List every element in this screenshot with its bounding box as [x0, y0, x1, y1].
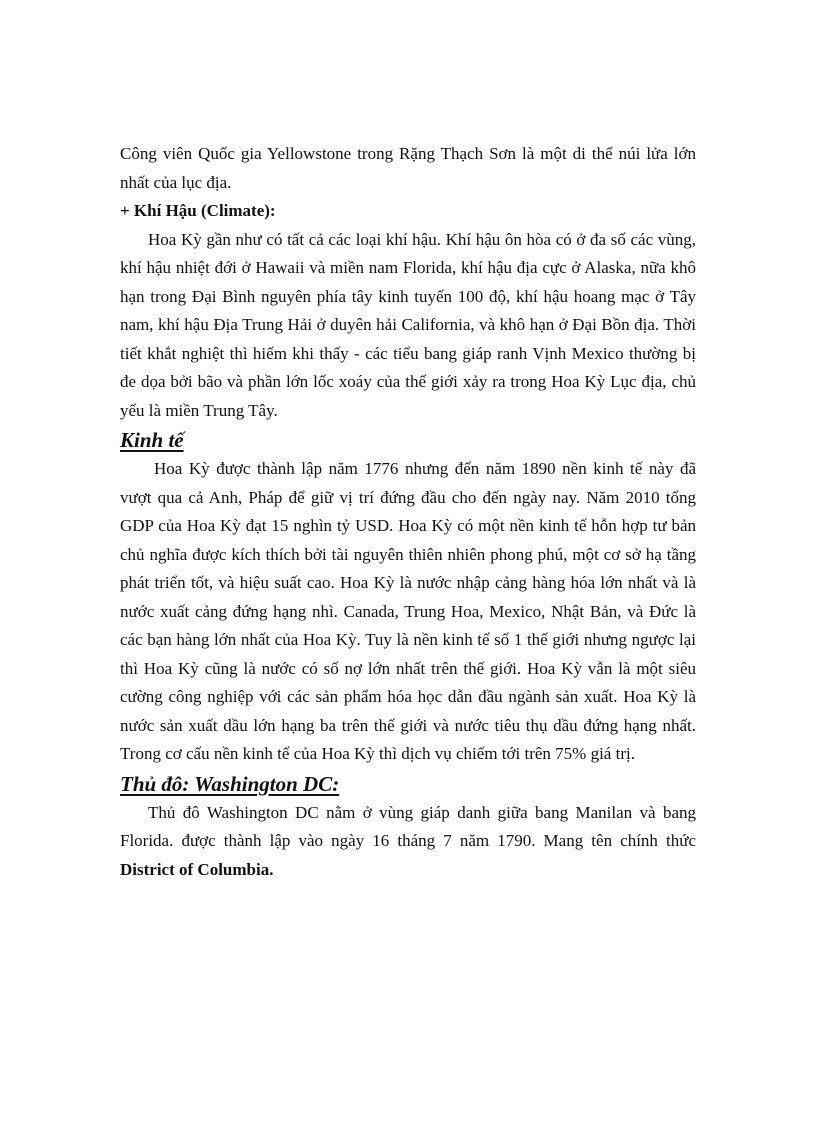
- capital-paragraph: [120, 799, 696, 885]
- climate-paragraph: Hoa Kỳ gần như có tất cả các loại khí hậu. Khí hậu ôn hòa có ở đa số các vùng, khí hậu nhiệt đới ở Hawaii và miền nam Florida, khí hậu địa cực ở Alaska, nữa khô hạn trong Đại Bình nguyên phía tây kinh tuyến 100 độ, khí hậu hoang mạc ở Tây nam, khí hậu Địa Trung Hải ở duyên hải California, và khô hạn ở Đại Bồn địa. Thời tiết khắt nghiệt thì hiếm khi thấy - các tiểu bang giáp ranh Vịnh Mexico thường bị đe dọa bởi bão và phần lớn lốc xoáy của thế giới xảy ra trong Hoa Kỳ Lục địa, chủ yếu là miền Trung Tây.: [120, 229, 696, 420]
- capital-paragraph-text: Thủ đô Washington DC nằm ở vùng giáp danh giữa bang Manilan và bang Florida. được thành lập vào ngày 16 tháng 7 năm 1790. Mang tên chính thức: [120, 802, 696, 850]
- climate-heading: + Khí Hậu (Climate):: [120, 201, 276, 220]
- economy-heading: Kinh tế: [120, 428, 184, 452]
- intro-paragraph: Công viên Quốc gia Yellowstone trong Rặng Thạch Sơn là một di thể núi lửa lớn nhất của lục địa.: [120, 144, 696, 192]
- document-body: [120, 140, 696, 884]
- capital-heading: Thủ đô: Washington DC:: [120, 771, 340, 796]
- economy-paragraph: Hoa Kỳ được thành lập năm 1776 nhưng đến năm 1890 nền kinh tế này đã vượt qua cả Anh, Pháp để giữ vị trí đứng đầu cho đến ngày nay. Năm 2010 tổng GDP của Hoa Kỳ đạt 15 nghìn tỷ USD. Hoa Kỳ có một nền kinh tế hỗn hợp tư bản chủ nghĩa được kích thích bởi tài nguyên thiên nhiên phong phú, một cơ sở hạ tầng phát triển tốt, và hiệu suất cao. Hoa Kỳ là nước nhập cảng hàng hóa lớn nhất và là nước xuất cảng đứng hạng nhì. Canada, Trung Hoa, Mexico, Nhật Bản, và Đức là các bạn hàng lớn nhất của Hoa Kỳ. Tuy là nền kinh tế số 1 thế giới nhưng ngược lại thì Hoa Kỳ cũng là nước có số nợ lớn nhất trên thế giới. Hoa Kỳ vẫn là một siêu cường công nghiệp với các sản phẩm hóa học dẫn đầu ngành sản xuất. Hoa Kỳ là nước sản xuất dầu lớn hạng ba trên thế giới và nước tiêu thụ dầu đứng hạng nhất. Trong cơ cấu nền kinh tế của Hoa Kỳ thì dịch vụ chiếm tới trên 75% giá trị.: [120, 459, 696, 763]
- capital-official-name: District of Columbia.: [120, 859, 274, 879]
